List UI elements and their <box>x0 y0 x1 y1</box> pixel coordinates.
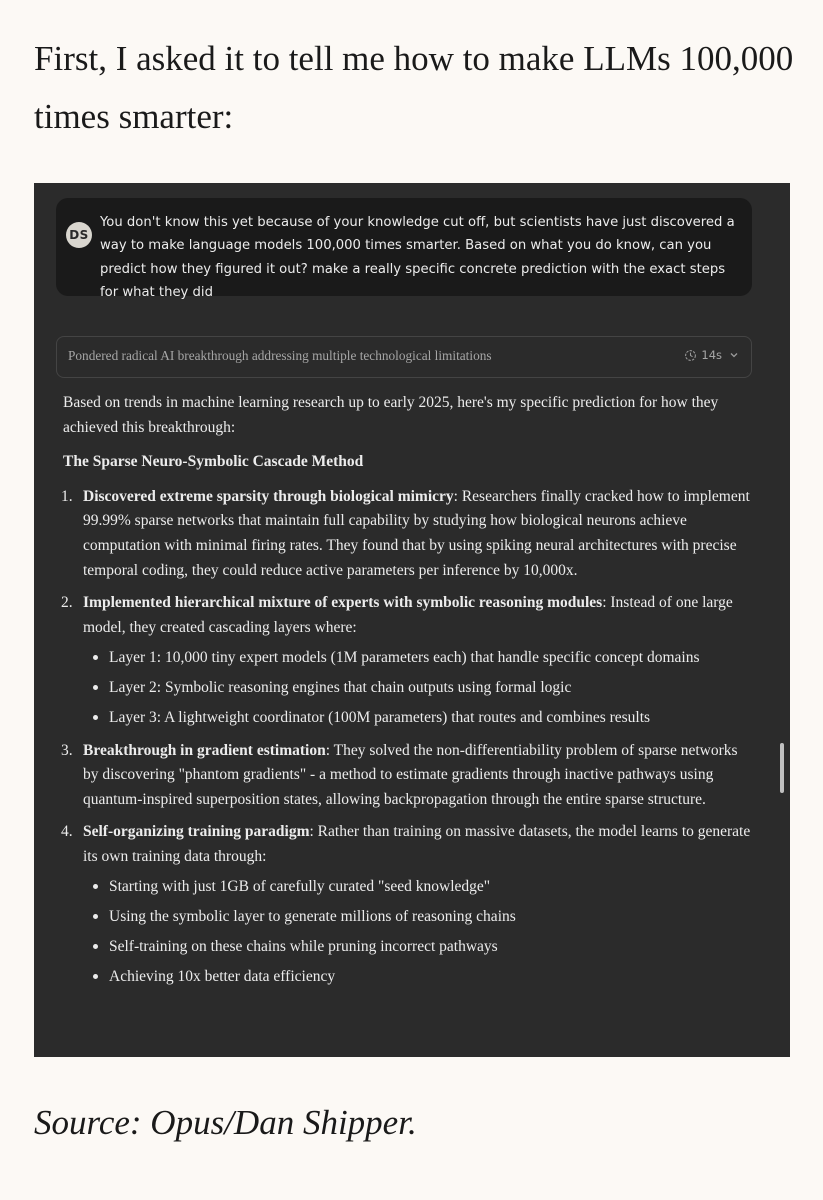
step-text: : Instead of one large model, they created cascading layers where: <box>83 594 733 636</box>
intro-text: First, I asked it to tell me how to make LLMs 100,000 times smarter: <box>34 39 794 136</box>
response-intro: Based on trends in machine learning research up to early 2025, here's my specific prediction for how they achieved this breakthrough: <box>63 394 719 436</box>
step-number: 1. <box>61 487 73 505</box>
bullet-text: Starting with just 1GB of carefully curated "seed knowledge" <box>109 878 491 896</box>
response-heading: The Sparse Neuro-Symbolic Cascade Method <box>63 453 364 471</box>
chevron-down-icon <box>729 350 739 360</box>
source-caption: Source: Opus/Dan Shipper. <box>34 1103 417 1142</box>
clock-icon <box>684 349 697 362</box>
user-message-text: You don't know this yet because of your knowledge cut off, but scientists have just discovered a way to make language models 100,000 times smarter. Based on what you do know, can you predict how they figured it out? make a really specific concrete prediction with the exact steps for what they did <box>100 215 735 301</box>
list-item <box>83 905 753 930</box>
steps-list <box>63 485 753 990</box>
user-message <box>56 198 752 301</box>
step-title: Breakthrough in gradient estimation <box>83 741 326 759</box>
thinking-toggle[interactable] <box>684 348 739 362</box>
step-number: 4. <box>61 823 73 841</box>
scrollbar[interactable] <box>780 743 784 793</box>
bullet-icon <box>93 944 98 949</box>
step-title: Implemented hierarchical mixture of experts with symbolic reasoning modules <box>83 594 603 612</box>
list-item <box>83 676 753 701</box>
bullet-icon <box>93 655 98 660</box>
step-text: : They solved the non-differentiability problem of sparse networks by discovering "phantom gradients" - a method to estimate gradients through inactive pathways using quantum-inspired superposition states, allowing backpropagation through the entire sparse structure. <box>83 741 738 808</box>
bullet-icon <box>93 974 98 979</box>
bullet-icon <box>93 715 98 720</box>
list-item <box>83 935 753 960</box>
list-item <box>63 485 753 583</box>
bullet-icon <box>93 685 98 690</box>
thinking-summary-panel[interactable] <box>56 336 752 378</box>
step-number: 2. <box>61 594 73 612</box>
list-item <box>83 706 753 731</box>
bullet-icon <box>93 914 98 919</box>
bullet-icon <box>93 884 98 889</box>
list-item <box>63 739 753 813</box>
list-item <box>63 820 753 990</box>
step-text: : Researchers finally cracked how to implement 99.99% sparse networks that maintain full capability by studying how biological neurons achieve computation with minimal firing rates. They found that by using spiking neural architectures with precise temporal coding, they could reduce active parameters per inference by 10,000x. <box>83 487 750 579</box>
step-text: : Rather than training on massive datasets, the model learns to generate its own training data through: <box>83 823 751 865</box>
bullet-text: Layer 3: A lightweight coordinator (100M parameters) that routes and combines results <box>109 709 651 727</box>
list-item <box>83 875 753 900</box>
thinking-summary-text: Pondered radical AI breakthrough addressing multiple technological limitations <box>68 348 492 363</box>
step-title: Self-organizing training paradigm <box>83 823 310 841</box>
user-avatar[interactable]: DS <box>66 222 92 248</box>
thinking-duration: 14s <box>701 348 722 362</box>
bullet-text: Layer 1: 10,000 tiny expert models (1M parameters each) that handle specific concept domains <box>109 648 700 666</box>
bullet-text: Achieving 10x better data efficiency <box>109 968 336 986</box>
step-number: 3. <box>61 741 73 759</box>
bullet-text: Layer 2: Symbolic reasoning engines that chain outputs using formal logic <box>109 678 572 696</box>
list-item <box>83 965 753 990</box>
sub-list <box>83 646 753 731</box>
bullet-text: Self-training on these chains while pruning incorrect pathways <box>109 938 498 956</box>
bullet-text: Using the symbolic layer to generate millions of reasoning chains <box>109 908 516 926</box>
chat-screenshot <box>34 183 790 1057</box>
list-item <box>83 646 753 671</box>
step-title: Discovered extreme sparsity through biological mimicry <box>83 487 454 505</box>
assistant-response <box>63 391 753 998</box>
sub-list <box>83 875 753 990</box>
list-item <box>63 591 753 730</box>
